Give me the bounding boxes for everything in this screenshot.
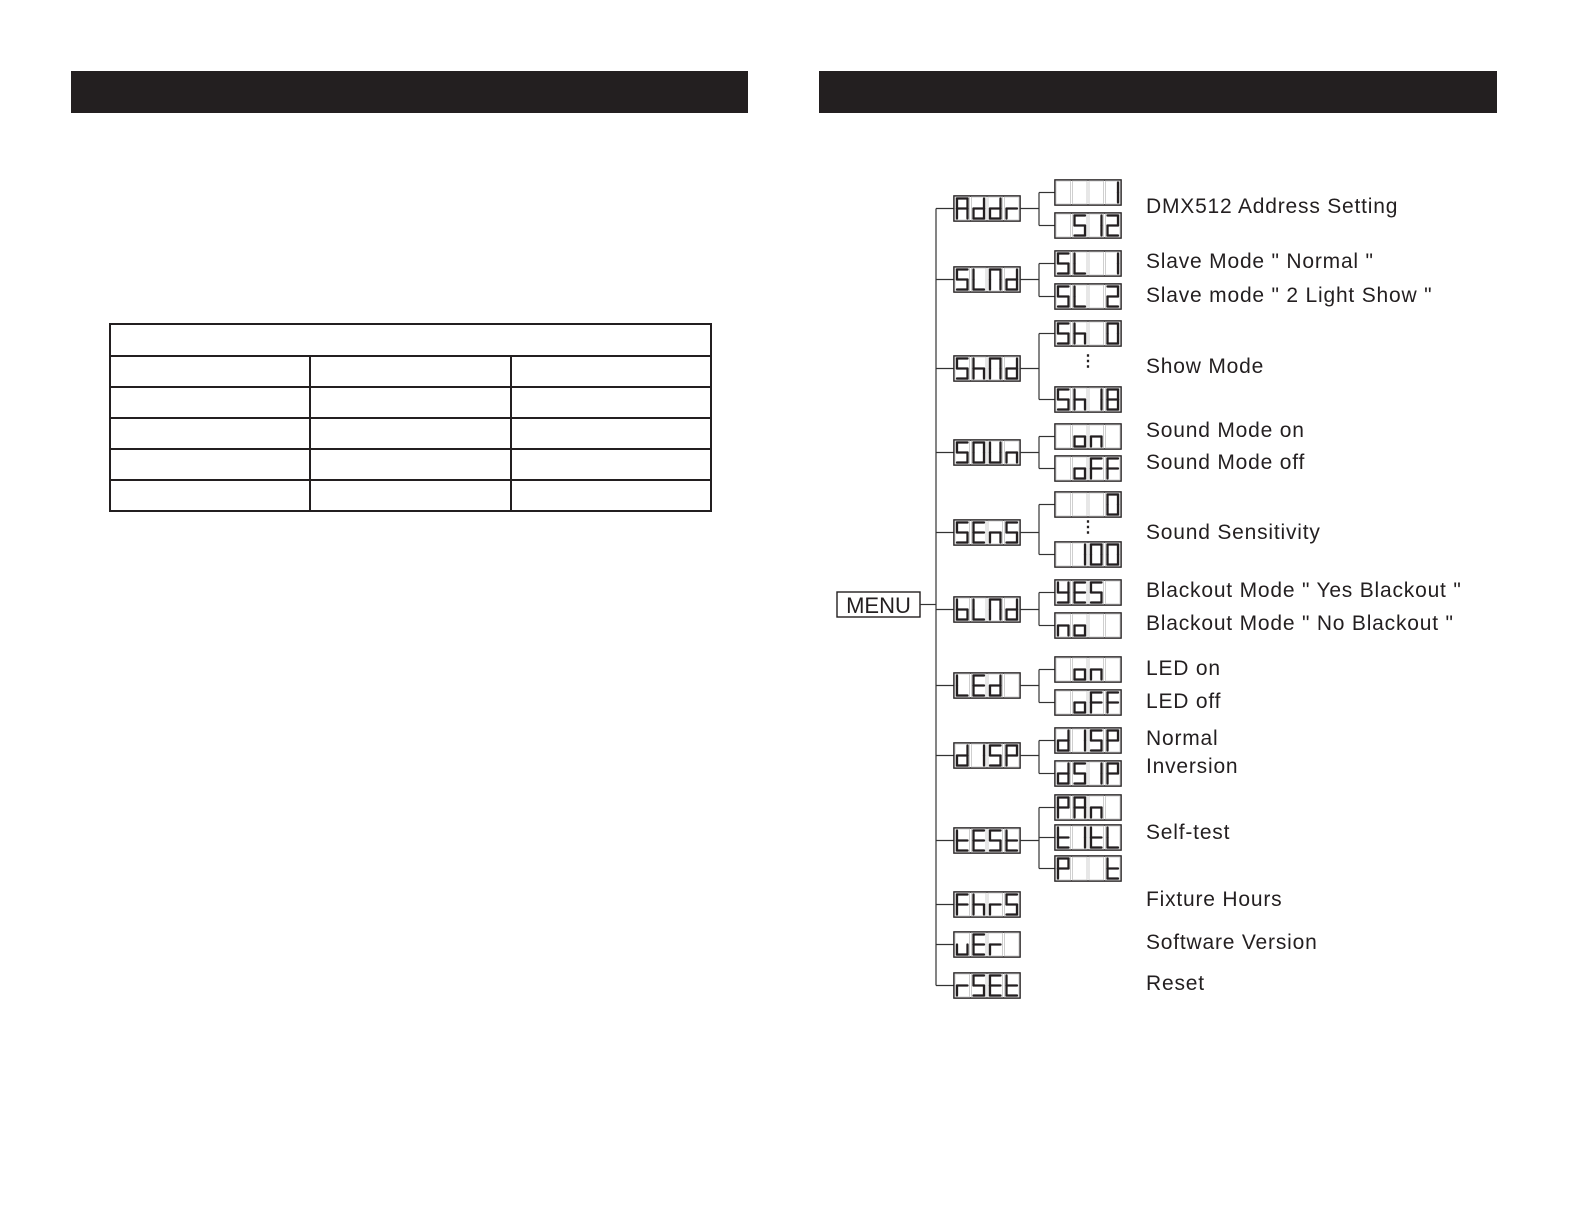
description-sens-1: Sound Sensitivity bbox=[1146, 521, 1321, 544]
option-disp-2 bbox=[1055, 761, 1121, 786]
option-test-2 bbox=[1055, 825, 1121, 850]
display-fhrs bbox=[954, 892, 1020, 917]
display-test bbox=[954, 828, 1020, 853]
option-slmd-2 bbox=[1055, 284, 1121, 309]
option-slmd-1 bbox=[1055, 251, 1121, 276]
display-slmd bbox=[954, 267, 1020, 292]
display-ver bbox=[954, 932, 1020, 957]
display-blmd bbox=[954, 597, 1020, 622]
description-disp-1: Normal bbox=[1146, 727, 1219, 750]
option-led-1 bbox=[1055, 657, 1121, 682]
description-led-1: LED on bbox=[1146, 657, 1221, 680]
option-sens-1 bbox=[1055, 492, 1121, 517]
option-blmd-1 bbox=[1055, 580, 1121, 605]
option-disp-1 bbox=[1055, 728, 1121, 753]
menu-box bbox=[837, 592, 920, 618]
option-shmd-2 bbox=[1055, 387, 1121, 412]
option-led-2 bbox=[1055, 690, 1121, 715]
description-blmd-2: Blackout Mode " No Blackout " bbox=[1146, 612, 1454, 635]
description-slmd-1: Slave Mode " Normal " bbox=[1146, 250, 1374, 273]
option-soun-2 bbox=[1055, 456, 1121, 481]
description-test-1: Self-test bbox=[1146, 821, 1231, 844]
description-ver-1: Software Version bbox=[1146, 931, 1318, 954]
option-blmd-2 bbox=[1055, 613, 1121, 638]
option-soun-1 bbox=[1055, 424, 1121, 449]
option-addr-1 bbox=[1055, 180, 1121, 205]
display-rset bbox=[954, 973, 1020, 998]
display-addr bbox=[954, 196, 1020, 221]
description-led-2: LED off bbox=[1146, 690, 1222, 713]
display-disp bbox=[954, 743, 1020, 768]
description-shmd-1: Show Mode bbox=[1146, 355, 1265, 378]
option-sens-2 bbox=[1055, 542, 1121, 567]
display-shmd bbox=[954, 356, 1020, 381]
description-soun-1: Sound Mode on bbox=[1146, 419, 1305, 442]
description-addr-1: DMX512 Address Setting bbox=[1146, 195, 1399, 218]
ellipsis-icon: ⋮ bbox=[1080, 353, 1096, 370]
ellipsis-icon: ⋮ bbox=[1080, 519, 1096, 536]
menu-label: MENU bbox=[846, 593, 911, 618]
description-fhrs-1: Fixture Hours bbox=[1146, 888, 1283, 911]
display-soun bbox=[954, 440, 1020, 465]
display-sens bbox=[954, 520, 1020, 545]
option-shmd-1 bbox=[1055, 321, 1121, 346]
option-test-1 bbox=[1055, 795, 1121, 820]
display-led bbox=[954, 673, 1020, 698]
option-test-3 bbox=[1055, 856, 1121, 881]
description-soun-2: Sound Mode off bbox=[1146, 451, 1306, 474]
description-disp-2: Inversion bbox=[1146, 755, 1239, 778]
description-rset-1: Reset bbox=[1146, 972, 1205, 995]
option-addr-2 bbox=[1055, 213, 1121, 238]
description-blmd-1: Blackout Mode " Yes Blackout " bbox=[1146, 579, 1462, 602]
description-slmd-2: Slave mode " 2 Light Show " bbox=[1146, 284, 1433, 307]
